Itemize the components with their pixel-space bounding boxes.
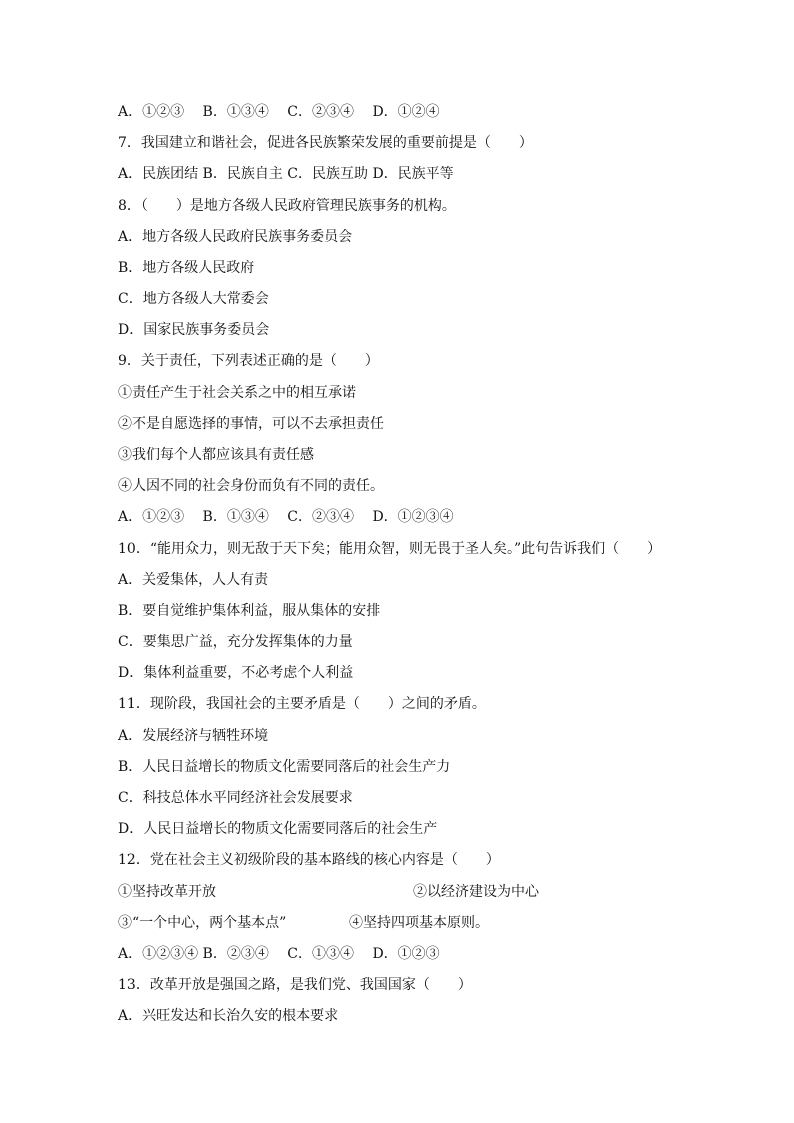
question-13: 13．改革开放是强国之路，是我们党、我国国家（ ）	[118, 977, 472, 993]
question-7: 7．我国建立和谐社会，促进各民族繁荣发展的重要前提是（ ）	[118, 135, 533, 151]
q9-statement-4: ④人因不同的社会身份而负有不同的责任。	[118, 478, 384, 494]
q10-option-d: D．集体利益重要，不必考虑个人利益	[118, 665, 354, 681]
q11-option-d: D．人民日益增长的物质文化需要同落后的社会生产	[118, 821, 438, 837]
q10-option-b: B．要自觉维护集体利益，服从集体的安排	[118, 603, 381, 619]
question-11: 11．现阶段，我国社会的主要矛盾是（ ）之间的矛盾。	[118, 696, 486, 712]
q10-option-c: C．要集思广益，充分发挥集体的力量	[118, 634, 353, 650]
question-10: 10．“能用众力，则无敌于天下矣；能用众智，则无畏于圣人矣。”此句告诉我们（ ）	[118, 541, 662, 557]
q11-option-a: A．发展经济与牺牲环境	[118, 728, 269, 744]
question-9: 9．关于责任，下列表述正确的是（ ）	[118, 353, 379, 369]
q12-answer-options: A．①②③④ B．②③④ C．①③④ D．①②③	[118, 946, 440, 962]
q9-statement-2: ②不是自愿选择的事情，可以不去承担责任	[118, 416, 384, 432]
q12-statement-2: ②以经济建设为中心	[413, 884, 539, 900]
q12-statement-3: ③“一个中心，两个基本点”	[118, 915, 287, 931]
q13-option-a: A．兴旺发达和长治久安的根本要求	[118, 1008, 339, 1024]
q6-answer-options: A．①②③ B．①③④ C．②③④ D．①②④	[118, 104, 440, 120]
q11-option-c: C．科技总体水平同经济社会发展要求	[118, 790, 353, 806]
q8-option-c: C．地方各级人大常委会	[118, 291, 269, 307]
q8-option-d: D．国家民族事务委员会	[118, 322, 270, 338]
q8-option-b: B．地方各级人民政府	[118, 260, 255, 276]
q10-option-a: A．关爱集体，人人有责	[118, 572, 269, 588]
q12-statement-1: ①坚持改革开放	[118, 884, 216, 900]
question-12: 12．党在社会主义初级阶段的基本路线的核心内容是（ ）	[118, 852, 500, 868]
q9-statement-3: ③我们每个人都应该具有责任感	[118, 447, 314, 463]
question-8: 8．（ ）是地方各级人民政府管理民族事务的机构。	[118, 198, 456, 214]
q11-option-b: B．人民日益增长的物质文化需要同落后的社会生产力	[118, 759, 451, 775]
q9-statement-1: ①责任产生于社会关系之中的相互承诺	[118, 385, 356, 401]
q7-answer-options: A．民族团结 B．民族自主 C．民族互助 D．民族平等	[118, 166, 454, 182]
q9-answer-options: A．①②③ B．①③④ C．②③④ D．①②③④	[118, 509, 454, 525]
q12-statement-4: ④坚持四项基本原则。	[349, 915, 489, 931]
q8-option-a: A．地方各级人民政府民族事务委员会	[118, 229, 353, 245]
